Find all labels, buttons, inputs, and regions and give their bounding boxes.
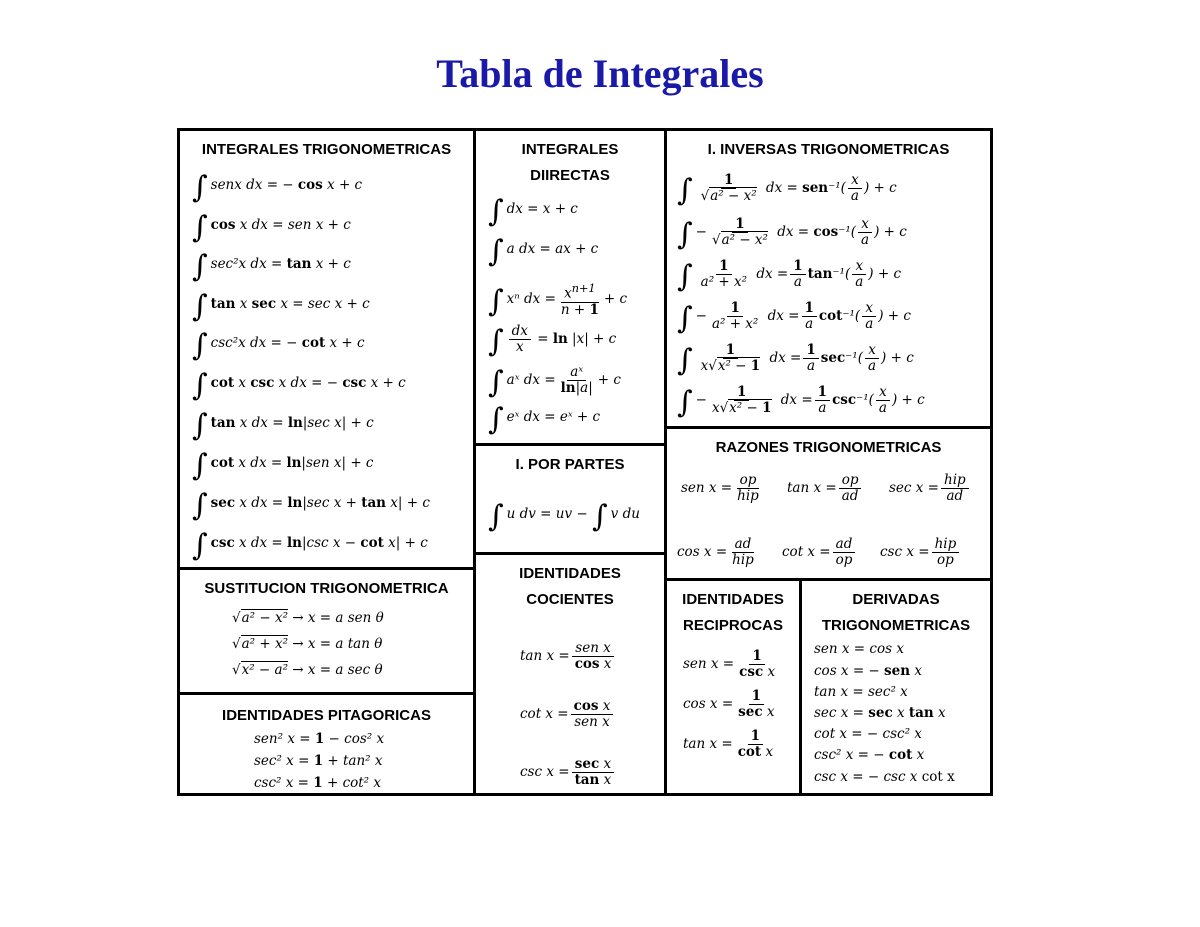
formula: sec x = sec x tan x [814,705,946,721]
formula: tan x = sec² x [814,684,908,700]
formula: tan x = $\frac{1}{\text{cot x}}$ [683,728,774,760]
formula: sec² x = 1 + tan² x [254,753,383,769]
inverse-trig-box [664,128,993,429]
quotient-identities-header: IDENTIDADES COCIENTES [519,565,621,608]
formula: cot x = − csc² x [814,726,922,742]
formula: ∫ tan x dx = ln|sec x| + c [192,408,374,443]
by-parts-box [473,443,667,555]
formula: ∫ $\frac{1}{\text{a² + x²}}$ dx = $\frac{1}{a}$ tan⁻¹( $\frac{x}{a}$ ) + c [677,258,902,294]
inverse-trig-header: I. INVERSAS TRIGONOMETRICAS [707,141,950,158]
formula: cos x = ad hip [677,536,754,568]
by-parts-header: I. POR PARTES [515,456,625,473]
formula: sen x = cos x [814,641,904,657]
formula: √a² + x² → x = a tan θ [232,636,383,652]
formula: ∫ sec²x dx = tan x + c [192,249,351,284]
formula: ∫ aˣ dx = $\frac{\text{aˣ}}{\ln|a|}$ + c [488,364,621,400]
formula: ∫ sec x dx = ln|sec x + tan x| + c [192,488,430,523]
formula: sen² x = 1 − cos² x [254,731,385,747]
formula: csc x = sec x tan x [520,757,616,788]
formula: ∫ senx dx = − cos x + c [192,170,363,205]
formula: cos x = − sen x [814,663,922,679]
derivatives-box [799,578,993,796]
formula: ∫ u dv = uv − ∫ v du [488,499,640,534]
reciprocal-identities-box [664,578,802,796]
formula: sen x = 1 csc x [683,648,776,680]
formula: sec x = hip ad [889,473,971,504]
formula: cot x = cos x sen x [520,699,615,730]
trig-substitution-header: SUSTITUCION TRIGONOMETRICA [204,580,449,597]
reciprocal-identities-header: IDENTIDADES RECIPROCAS [682,591,784,634]
formula: cot x = $\frac{ad}{op}$ [782,537,857,568]
formula: ∫ xⁿ dx = $\frac{x^{n+1}}{n + 1}$ + c [488,282,628,319]
formula: tan x = sen x cos x [520,641,616,672]
formula: csc x = − csc x cot x [814,769,955,785]
formula: ∫ cos x dx = sen x + c [192,210,351,245]
formula: ∫ − $\frac{1}{\text{a² + x²}}$ dx = $\frac{1}{a}$ cot⁻¹( $\frac{x}{a}$ ) + c [677,300,911,336]
trig-substitution-box [177,567,476,695]
page-title: Tabla de Integrales [436,51,764,96]
direct-integrals-header: INTEGRALES DIIRECTAS [521,141,619,184]
formula: √a² − x² → x = a sen θ [232,610,384,626]
formula: ∫ csc²x dx = − cot x + c [192,328,365,363]
formula: ∫ eˣ dx = eˣ + c [488,402,601,437]
formula: ∫ − $\frac{1}{\text{√a² − x²}}$ dx = cos⁻¹( $\frac{x}{a}$ ) + c [677,216,907,252]
trig-integrals-box [177,128,476,570]
formula: csc² x = 1 + cot² x [254,775,381,791]
direct-integrals-box [473,128,667,446]
pythagorean-identities-header: IDENTIDADES PITAGORICAS [222,707,431,724]
formula: sen x = op hip [681,472,759,504]
formula: csc² x = − cot x [814,747,925,763]
formula: ∫ cot x dx = ln|sen x| + c [192,448,374,483]
formula: ∫ cot x csc x dx = − csc x + c [192,368,406,403]
formula: ∫ tan x sec x = sec x + c [192,289,370,324]
formula: ∫ $\frac{1}{\text{x√x² − 1}}$ dx = $\frac{1}{a}$ sec⁻¹( $\frac{x}{a}$ ) + c [677,342,914,378]
trig-ratios-box [664,426,993,581]
quotient-identities-box [473,552,667,796]
pythagorean-identities-box [177,692,476,796]
formula: √x² − a² → x = a sec θ [232,662,383,678]
formula: ∫ dx = x + c [488,194,578,229]
formula: csc x = hip op [880,537,961,568]
formula: cos x = 1 sec x [683,688,775,720]
trig-ratios-header: RAZONES TRIGONOMETRICAS [715,439,942,456]
formula: ∫ csc x dx = ln|csc x − cot x| + c [192,528,428,563]
formula: ∫ $\frac{1}{\text{√a² − x²}}$ dx = sen⁻¹( $\frac{x}{a}$ ) + c [677,172,897,208]
trig-integrals-header: INTEGRALES TRIGONOMETRICAS [201,141,452,158]
formula: ∫ a dx = ax + c [488,234,599,269]
formula: tan x = $\frac{op}{ad}$ [787,473,863,504]
formula: ∫ $\frac{dx}{x}$ = ln |x| + c [488,323,617,359]
derivatives-header: DERIVADAS TRIGONOMETRICAS [821,591,971,634]
formula: ∫ − $\frac{1}{\text{x√x² − 1}}$ dx = $\frac{1}{a}$ csc⁻¹( $\frac{x}{a}$ ) + c [677,384,925,420]
